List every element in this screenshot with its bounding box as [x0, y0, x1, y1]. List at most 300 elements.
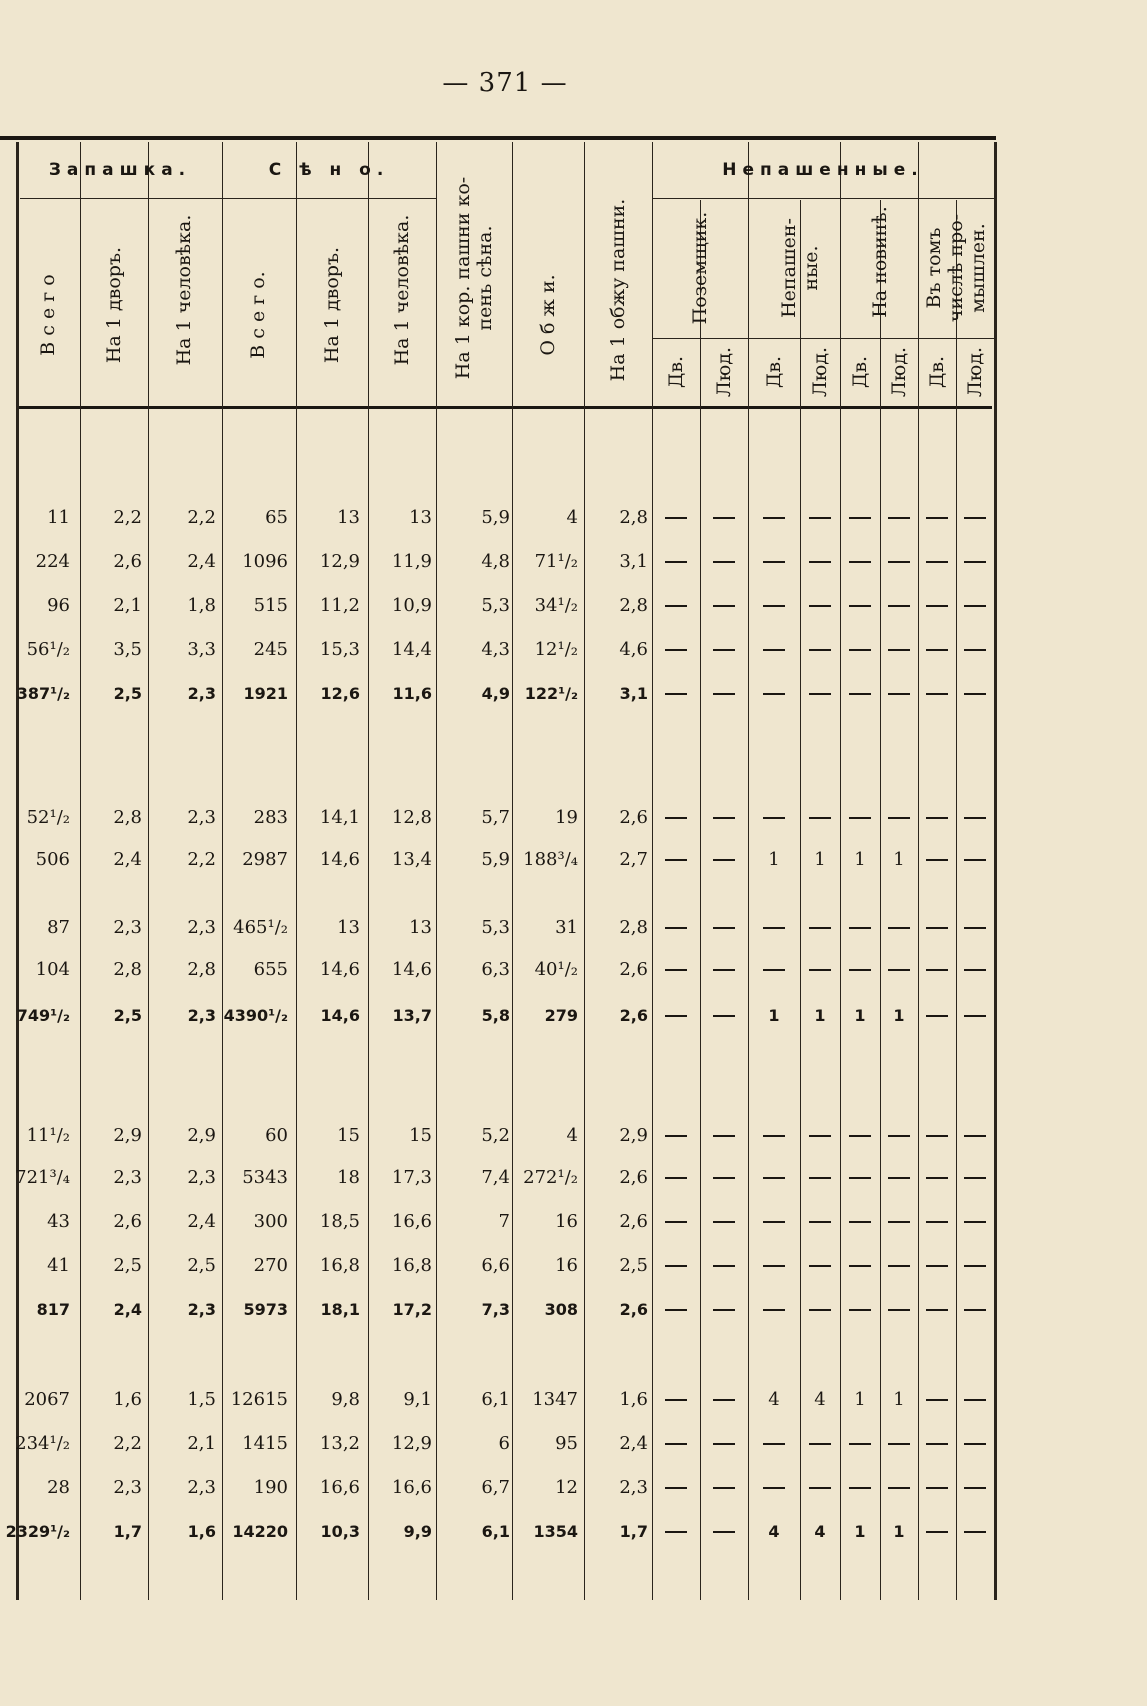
table-cell: 65 — [265, 507, 288, 528]
empty-dash — [964, 969, 986, 971]
table-cell: 721³/₄ — [15, 1167, 70, 1188]
empty-dash — [809, 1443, 831, 1445]
table-cell: 5,2 — [481, 1125, 510, 1146]
empty-dash — [665, 859, 687, 861]
table-cell: 18,1 — [320, 1300, 360, 1319]
table-cell: 96 — [47, 595, 70, 616]
table-cell: 5343 — [242, 1167, 288, 1188]
empty-dash — [809, 1487, 831, 1489]
empty-dash — [665, 1309, 687, 1311]
empty-dash — [763, 1309, 785, 1311]
table-cell: 1,6 — [113, 1389, 142, 1410]
table-cell: 234¹/₂ — [15, 1433, 70, 1454]
table-cell: 279 — [544, 1006, 578, 1025]
empty-dash — [665, 517, 687, 519]
table-cell: 224 — [35, 551, 70, 572]
empty-dash — [713, 517, 735, 519]
table-cell: 2,7 — [619, 849, 648, 870]
group-underline — [20, 198, 222, 199]
empty-dash — [964, 649, 986, 651]
table-cell: 5,8 — [481, 1006, 510, 1025]
empty-dash — [964, 561, 986, 563]
empty-dash — [713, 969, 735, 971]
table-cell: 12,9 — [391, 1433, 432, 1454]
empty-dash — [809, 1265, 831, 1267]
empty-dash — [926, 817, 948, 819]
table-cell: 4,8 — [481, 551, 510, 572]
empty-dash — [888, 1135, 910, 1137]
table-cell: 2,5 — [187, 1255, 216, 1276]
empty-dash — [849, 1177, 871, 1179]
empty-dash — [888, 649, 910, 651]
table-cell: 3,5 — [113, 639, 142, 660]
table-cell: 122¹/₂ — [524, 684, 578, 703]
empty-dash — [763, 649, 785, 651]
table-cell: 2,5 — [619, 1255, 648, 1276]
empty-dash — [964, 605, 986, 607]
empty-dash — [763, 1443, 785, 1445]
table-cell: 2,3 — [187, 1167, 216, 1188]
empty-dash — [713, 859, 735, 861]
table-cell: 506 — [35, 849, 70, 870]
empty-dash — [665, 1399, 687, 1401]
col-head-na-1-kor-line: На 1 кор. пашни ко- — [452, 176, 474, 380]
table-cell: 5,9 — [481, 507, 510, 528]
empty-dash — [809, 649, 831, 651]
empty-dash — [713, 817, 735, 819]
empty-dash — [713, 1531, 735, 1533]
group-header-seno: С ѣ н о. — [268, 160, 390, 180]
table-cell: 3,1 — [619, 684, 648, 703]
empty-dash — [926, 927, 948, 929]
table-cell: 1,7 — [619, 1522, 648, 1541]
table-cell: 18,5 — [319, 1211, 360, 1232]
table-cell: 56¹/₂ — [26, 639, 70, 660]
col-head-lyud: Люд. — [713, 346, 735, 398]
table-cell: 2,8 — [113, 959, 142, 980]
column-divider — [700, 200, 701, 1600]
table-cell: 2,3 — [187, 1477, 216, 1498]
table-cell: 28 — [47, 1477, 70, 1498]
sub-header-underline — [652, 338, 994, 339]
column-divider — [800, 200, 801, 1600]
table-cell: 2,6 — [619, 1211, 648, 1232]
table-cell: 16,8 — [391, 1255, 432, 1276]
table-cell: 4 — [768, 1522, 780, 1541]
table-cell: 4,3 — [481, 639, 510, 660]
table-cell: 14,6 — [320, 1006, 360, 1025]
col-head-na-1-obzhu: На 1 обжу пашни. — [607, 198, 629, 382]
table-cell: 2,6 — [619, 1006, 648, 1025]
table-cell: 104 — [35, 959, 70, 980]
empty-dash — [888, 605, 910, 607]
empty-dash — [964, 927, 986, 929]
table-cell: 2,3 — [113, 917, 142, 938]
table-cell: 12¹/₂ — [534, 639, 578, 660]
col-head-vsego: В с е г о — [37, 274, 59, 356]
table-cell: 6,6 — [481, 1255, 510, 1276]
table-cell: 2,4 — [187, 551, 216, 572]
table-cell: 2,6 — [619, 959, 648, 980]
empty-dash — [926, 1309, 948, 1311]
table-cell: 13,4 — [391, 849, 432, 870]
table-cell: 515 — [253, 595, 288, 616]
table-cell: 12 — [555, 1477, 578, 1498]
empty-dash — [849, 817, 871, 819]
table-cell: 95 — [555, 1433, 578, 1454]
col-head-na-novine: На новинѣ. — [869, 206, 891, 318]
table-cell: 9,8 — [331, 1389, 360, 1410]
empty-dash — [926, 969, 948, 971]
empty-dash — [926, 1399, 948, 1401]
empty-dash — [665, 693, 687, 695]
table-cell: 1921 — [243, 684, 288, 703]
table-cell: 2,5 — [113, 684, 142, 703]
empty-dash — [713, 1265, 735, 1267]
table-cell: 1 — [854, 1522, 866, 1541]
table-cell: 6,1 — [481, 1389, 510, 1410]
table-cell: 12,9 — [319, 551, 360, 572]
table-cell: 2,4 — [113, 849, 142, 870]
table-cell: 10,3 — [320, 1522, 360, 1541]
table-cell: 2,4 — [187, 1211, 216, 1232]
table-cell: 1 — [854, 1389, 866, 1410]
empty-dash — [926, 1487, 948, 1489]
table-cell: 11¹/₂ — [26, 1125, 70, 1146]
empty-dash — [849, 927, 871, 929]
empty-dash — [763, 1265, 785, 1267]
empty-dash — [713, 1443, 735, 1445]
page-number: — 371 — — [442, 68, 568, 98]
table-cell: 4 — [814, 1522, 826, 1541]
empty-dash — [665, 817, 687, 819]
empty-dash — [849, 1443, 871, 1445]
empty-dash — [888, 561, 910, 563]
table-cell: 817 — [36, 1300, 70, 1319]
empty-dash — [964, 1265, 986, 1267]
table-cell: 6,3 — [481, 959, 510, 980]
col-head-vsego-seno: В с е г о. — [247, 271, 269, 359]
table-cell: 6,7 — [481, 1477, 510, 1498]
table-cell: 2,3 — [113, 1167, 142, 1188]
table-cell: 2,3 — [113, 1477, 142, 1498]
group-underline — [652, 198, 994, 199]
empty-dash — [926, 1135, 948, 1137]
empty-dash — [888, 1309, 910, 1311]
table-cell: 1,6 — [619, 1389, 648, 1410]
empty-dash — [849, 561, 871, 563]
table-cell: 2,8 — [619, 917, 648, 938]
table-cell: 40¹/₂ — [534, 959, 578, 980]
table-cell: 1 — [814, 849, 826, 870]
empty-dash — [763, 693, 785, 695]
table-cell: 1415 — [242, 1433, 288, 1454]
table-cell: 2,6 — [619, 1167, 648, 1188]
table-cell: 31 — [555, 917, 578, 938]
table-cell: 12,8 — [391, 807, 432, 828]
group-header-nepashennye: Непашенные. — [722, 160, 924, 180]
table-cell: 16 — [555, 1211, 578, 1232]
empty-dash — [926, 561, 948, 563]
empty-dash — [888, 1487, 910, 1489]
empty-dash — [665, 561, 687, 563]
table-cell: 283 — [253, 807, 288, 828]
table-cell: 1,6 — [187, 1522, 216, 1541]
table-cell: 34¹/₂ — [534, 595, 578, 616]
empty-dash — [713, 605, 735, 607]
table-cell: 2,8 — [619, 507, 648, 528]
empty-dash — [849, 1265, 871, 1267]
table-cell: 14,1 — [319, 807, 360, 828]
table-cell: 3,1 — [619, 551, 648, 572]
empty-dash — [763, 927, 785, 929]
table-cell: 2,3 — [187, 807, 216, 828]
table-cell: 15 — [337, 1125, 360, 1146]
table-cell: 2,9 — [619, 1125, 648, 1146]
col-head-seno-na-1-chel: На 1 человѣка. — [391, 214, 413, 366]
empty-dash — [763, 1221, 785, 1223]
table-cell: 1 — [768, 1006, 780, 1025]
table-cell: 15 — [409, 1125, 432, 1146]
empty-dash — [763, 969, 785, 971]
table-cell: 1354 — [533, 1522, 578, 1541]
table-cell: 7,4 — [481, 1167, 510, 1188]
table-cell: 2,8 — [187, 959, 216, 980]
table-cell: 188³/₄ — [523, 849, 578, 870]
col-head-seno-na-1-dvor: На 1 дворъ. — [321, 246, 343, 364]
empty-dash — [809, 1177, 831, 1179]
empty-dash — [849, 1135, 871, 1137]
empty-dash — [713, 561, 735, 563]
column-divider — [880, 200, 881, 1600]
table-cell: 1 — [854, 1006, 866, 1025]
col-head-dv: Дв. — [926, 355, 948, 389]
empty-dash — [809, 605, 831, 607]
table-cell: 12,6 — [320, 684, 360, 703]
empty-dash — [926, 605, 948, 607]
empty-dash — [763, 1487, 785, 1489]
table-cell: 1 — [854, 849, 866, 870]
table-cell: 5,7 — [481, 807, 510, 828]
empty-dash — [926, 859, 948, 861]
table-cell: 11,6 — [392, 684, 432, 703]
table-cell: 4390¹/₂ — [223, 1006, 288, 1025]
table-cell: 5973 — [243, 1300, 288, 1319]
empty-dash — [665, 605, 687, 607]
table-cell: 87 — [47, 917, 70, 938]
table-cell: 2,6 — [619, 1300, 648, 1319]
table-cell: 13 — [337, 507, 360, 528]
empty-dash — [665, 1221, 687, 1223]
col-head-dv: Дв. — [763, 355, 785, 389]
table-cell: 2,6 — [113, 551, 142, 572]
table-cell: 2,1 — [187, 1433, 216, 1454]
empty-dash — [713, 927, 735, 929]
table-cell: 17,2 — [392, 1300, 432, 1319]
table-cell: 15,3 — [319, 639, 360, 660]
empty-dash — [926, 1177, 948, 1179]
table-cell: 2,2 — [113, 507, 142, 528]
table-cell: 5,3 — [481, 917, 510, 938]
table-cell: 4,9 — [481, 684, 510, 703]
col-head-v-tom-line: Въ томъ — [923, 227, 945, 309]
table-cell: 749¹/₂ — [16, 1006, 70, 1025]
col-head-na-1-kor-line: пень сѣна. — [474, 225, 496, 331]
table-cell: 1,5 — [187, 1389, 216, 1410]
table-cell: 16,8 — [319, 1255, 360, 1276]
empty-dash — [665, 1135, 687, 1137]
table-cell: 9,9 — [403, 1522, 432, 1541]
empty-dash — [809, 517, 831, 519]
col-head-v-tom-line: числѣ про- — [945, 213, 967, 323]
col-head-obzhi: О б ж и. — [537, 274, 559, 356]
table-cell: 1 — [893, 1006, 905, 1025]
column-divider — [994, 142, 997, 1600]
table-cell: 16,6 — [391, 1211, 432, 1232]
table-cell: 16,6 — [391, 1477, 432, 1498]
empty-dash — [763, 605, 785, 607]
empty-dash — [926, 1265, 948, 1267]
table-cell: 2329¹/₂ — [5, 1522, 70, 1541]
col-head-lyud: Люд. — [964, 346, 986, 398]
empty-dash — [809, 1221, 831, 1223]
empty-dash — [665, 1015, 687, 1017]
table-cell: 14220 — [232, 1522, 288, 1541]
empty-dash — [888, 693, 910, 695]
table-cell: 17,3 — [391, 1167, 432, 1188]
empty-dash — [964, 1487, 986, 1489]
empty-dash — [713, 1177, 735, 1179]
empty-dash — [964, 1443, 986, 1445]
empty-dash — [926, 693, 948, 695]
empty-dash — [888, 817, 910, 819]
table-cell: 1096 — [242, 551, 288, 572]
col-head-lyud: Люд. — [809, 346, 831, 398]
empty-dash — [665, 1177, 687, 1179]
table-cell: 1347 — [532, 1389, 578, 1410]
empty-dash — [665, 969, 687, 971]
group-header-zapashka: Запашка. — [48, 160, 192, 180]
empty-dash — [964, 1221, 986, 1223]
table-cell: 2,5 — [113, 1255, 142, 1276]
empty-dash — [888, 1177, 910, 1179]
table-cell: 2,3 — [187, 684, 216, 703]
empty-dash — [888, 927, 910, 929]
table-cell: 71¹/₂ — [534, 551, 578, 572]
empty-dash — [713, 1487, 735, 1489]
empty-dash — [926, 1221, 948, 1223]
top-rule — [0, 136, 996, 140]
empty-dash — [849, 517, 871, 519]
table-cell: 16,6 — [319, 1477, 360, 1498]
table-cell: 6,1 — [481, 1522, 510, 1541]
empty-dash — [926, 517, 948, 519]
empty-dash — [665, 1531, 687, 1533]
empty-dash — [849, 649, 871, 651]
table-cell: 3,3 — [187, 639, 216, 660]
empty-dash — [964, 1015, 986, 1017]
empty-dash — [763, 517, 785, 519]
col-head-dv: Дв. — [665, 355, 687, 389]
table-cell: 2,3 — [187, 1300, 216, 1319]
empty-dash — [888, 1265, 910, 1267]
table-cell: 2067 — [24, 1389, 70, 1410]
table-cell: 190 — [253, 1477, 288, 1498]
col-head-dv: Дв. — [849, 355, 871, 389]
table-cell: 2,9 — [187, 1125, 216, 1146]
empty-dash — [964, 693, 986, 695]
empty-dash — [849, 1309, 871, 1311]
empty-dash — [888, 969, 910, 971]
empty-dash — [849, 1221, 871, 1223]
table-cell: 16 — [555, 1255, 578, 1276]
table-cell: 14,6 — [319, 849, 360, 870]
col-head-lyud: Люд. — [888, 346, 910, 398]
empty-dash — [926, 1531, 948, 1533]
table-cell: 2,2 — [187, 507, 216, 528]
table-cell: 60 — [265, 1125, 288, 1146]
empty-dash — [665, 927, 687, 929]
table-cell: 4 — [566, 507, 578, 528]
table-cell: 5,3 — [481, 595, 510, 616]
column-divider — [918, 142, 919, 1600]
table-cell: 43 — [47, 1211, 70, 1232]
empty-dash — [964, 1135, 986, 1137]
table-cell: 14,4 — [391, 639, 432, 660]
table-cell: 7,3 — [481, 1300, 510, 1319]
table-cell: 272¹/₂ — [523, 1167, 578, 1188]
table-cell: 1 — [768, 849, 780, 870]
table-cell: 7 — [498, 1211, 510, 1232]
col-head-na-1-dvor: На 1 дворъ. — [103, 246, 125, 364]
table-cell: 387¹/₂ — [16, 684, 70, 703]
table-cell: 270 — [253, 1255, 288, 1276]
empty-dash — [713, 1015, 735, 1017]
table-cell: 2,6 — [619, 807, 648, 828]
empty-dash — [809, 927, 831, 929]
empty-dash — [849, 1487, 871, 1489]
table-cell: 2987 — [242, 849, 288, 870]
table-cell: 52¹/₂ — [26, 807, 70, 828]
table-cell: 19 — [555, 807, 578, 828]
table-cell: 1,8 — [187, 595, 216, 616]
empty-dash — [849, 969, 871, 971]
column-divider — [956, 200, 957, 1600]
empty-dash — [809, 561, 831, 563]
col-head-nepashen-line: ные. — [800, 245, 822, 291]
empty-dash — [849, 605, 871, 607]
empty-dash — [888, 1221, 910, 1223]
empty-dash — [763, 1135, 785, 1137]
empty-dash — [713, 693, 735, 695]
table-cell: 2,9 — [113, 1125, 142, 1146]
empty-dash — [809, 1309, 831, 1311]
empty-dash — [964, 1531, 986, 1533]
table-cell: 2,3 — [187, 917, 216, 938]
table-cell: 308 — [544, 1300, 578, 1319]
table-cell: 1 — [893, 849, 905, 870]
table-cell: 465¹/₂ — [233, 917, 288, 938]
table-cell: 13,7 — [392, 1006, 432, 1025]
table-cell: 13 — [409, 507, 432, 528]
empty-dash — [763, 817, 785, 819]
table-cell: 11,9 — [391, 551, 432, 572]
empty-dash — [964, 517, 986, 519]
empty-dash — [665, 1443, 687, 1445]
empty-dash — [926, 1443, 948, 1445]
empty-dash — [763, 1177, 785, 1179]
table-cell: 4 — [768, 1389, 780, 1410]
